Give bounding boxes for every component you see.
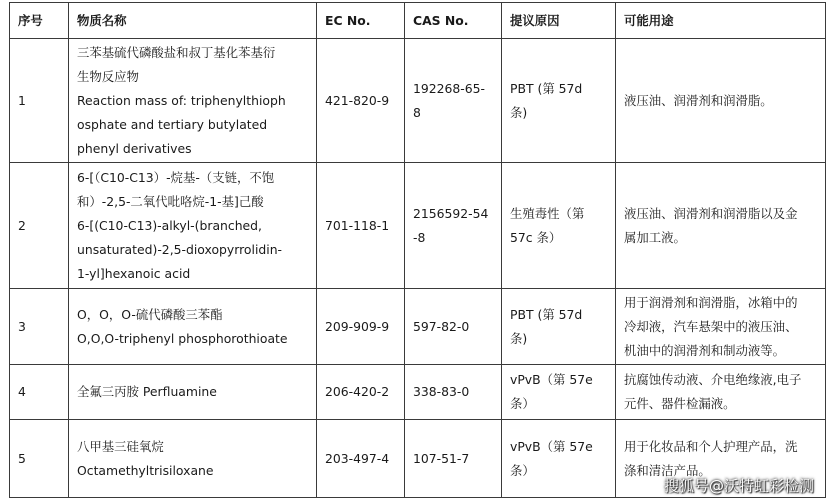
cell-cas-no (405, 289, 502, 365)
proposal-reason-line: 生殖毒性（第 (510, 205, 585, 221)
cell-ec-no: 206-420-2 (317, 365, 405, 420)
table-row (10, 289, 826, 365)
cas-no-line: 2156592-54 (413, 205, 489, 221)
proposal-reason-line: PBT (第 57d (510, 80, 583, 96)
cell-substance-name (69, 39, 317, 163)
cell-substance-name (69, 365, 317, 420)
cell-substance-name (69, 289, 317, 365)
cell-ec-no: 701-118-1 (317, 163, 405, 289)
cell-cas-no (405, 39, 502, 163)
possible-uses-line: 元件、器件检漏液。 (624, 396, 736, 411)
cell-serial-no: 3 (10, 289, 69, 365)
proposal-reason-line: 条） (510, 462, 535, 478)
svhc-table-container (9, 2, 825, 496)
cell-ec-no: 209-909-9 (317, 289, 405, 365)
substance-name-line: 6-[(C10-C13)-alkyl-(branched, (77, 217, 262, 233)
cell-proposal-reason (502, 365, 616, 420)
proposal-reason-line: 条） (510, 396, 535, 411)
cas-no-line: 338-83-0 (413, 384, 470, 399)
watermark: 搜狐号@沃特虹彩检测 (663, 477, 814, 495)
cell-proposal-reason (502, 163, 616, 289)
table-body (10, 39, 826, 498)
header-possible-uses: 可能用途 (616, 3, 826, 39)
substance-name-line: 三苯基硫代磷酸盐和叔丁基化苯基衍 (77, 44, 276, 60)
cas-no-line: 597-82-0 (413, 318, 470, 334)
header-ec-no: EC No. (317, 3, 405, 39)
substance-name-line: 八甲基三硅氧烷 (77, 438, 164, 454)
possible-uses-line: 涤和清洁产品。 (624, 462, 711, 478)
cell-cas-no (405, 163, 502, 289)
possible-uses-line: 冷却液，汽车悬架中的液压油、 (624, 318, 798, 334)
cell-cas-no (405, 420, 502, 498)
proposal-reason-line: 57c 条） (510, 229, 562, 245)
svhc-substance-table (9, 2, 826, 498)
proposal-reason-line: 条) (510, 330, 528, 346)
cell-cas-no (405, 365, 502, 420)
proposal-reason-line: vPvB（第 57e (510, 438, 593, 454)
cell-serial-no: 5 (10, 420, 69, 498)
proposal-reason-line: PBT (第 57d (510, 306, 583, 322)
cell-proposal-reason (502, 39, 616, 163)
cell-substance-name (69, 420, 317, 498)
possible-uses-line: 机油中的润滑剂和制动液等。 (624, 342, 786, 358)
cell-possible-uses (616, 289, 826, 365)
substance-name-line: 生物反应物 (77, 68, 139, 84)
cell-possible-uses (616, 39, 826, 163)
cell-serial-no: 2 (10, 163, 69, 289)
cell-ec-no: 203-497-4 (317, 420, 405, 498)
cas-no-line: 107-51-7 (413, 450, 470, 466)
cell-ec-no: 421-820-9 (317, 39, 405, 163)
substance-name-line: 和）-2,5-二氧代吡咯烷-1-基]己酸 (77, 193, 264, 209)
cell-possible-uses (616, 365, 826, 420)
header-substance-name: 物质名称 (69, 3, 317, 39)
substance-name-line: 6-[（C10-C13）-烷基-（支链，不饱 (77, 169, 275, 185)
cell-proposal-reason (502, 289, 616, 365)
table-row (10, 163, 826, 289)
substance-name-line: 1-yl]hexanoic acid (77, 265, 191, 281)
table-row (10, 39, 826, 163)
cas-no-line: 8 (413, 104, 421, 120)
substance-name-line: unsaturated)-2,5-dioxopyrrolidin- (77, 241, 283, 257)
possible-uses-line: 液压油、润滑剂和润滑脂以及金 (624, 205, 798, 221)
header-proposal-reason: 提议原因 (502, 3, 616, 39)
substance-name-line: 全氟三丙胺 Perfluamine (77, 384, 217, 399)
possible-uses-line: 用于化妆品和个人护理产品，洗 (624, 438, 798, 454)
cell-proposal-reason (502, 420, 616, 498)
cell-serial-no: 1 (10, 39, 69, 163)
substance-name-line: phenyl derivatives (77, 140, 192, 156)
possible-uses-line: 属加工液。 (624, 229, 686, 245)
substance-name-line: O，O，O-硫代磷酸三苯酯 (77, 306, 223, 322)
possible-uses-line: 用于润滑剂和润滑脂，冰箱中的 (624, 294, 798, 310)
proposal-reason-line: 条) (510, 104, 528, 120)
cell-possible-uses (616, 163, 826, 289)
header-cas-no: CAS No. (405, 3, 502, 39)
cas-no-line: -8 (413, 229, 426, 245)
proposal-reason-line: vPvB（第 57e (510, 372, 593, 387)
cell-serial-no: 4 (10, 365, 69, 420)
substance-name-line: Reaction mass of: triphenylthioph (77, 92, 286, 108)
cell-substance-name (69, 163, 317, 289)
possible-uses-line: 抗腐蚀传动液、介电绝缘液,电子 (624, 372, 802, 387)
substance-name-line: O,O,O-triphenyl phosphorothioate (77, 330, 288, 346)
header-serial-no: 序号 (10, 3, 69, 39)
table-row (10, 365, 826, 420)
cas-no-line: 192268-65- (413, 80, 486, 96)
table-header-row (10, 3, 826, 39)
substance-name-line: Octamethyltrisiloxane (77, 462, 214, 478)
substance-name-line: osphate and tertiary butylated (77, 116, 268, 132)
possible-uses-line: 液压油、润滑剂和润滑脂。 (624, 92, 773, 108)
